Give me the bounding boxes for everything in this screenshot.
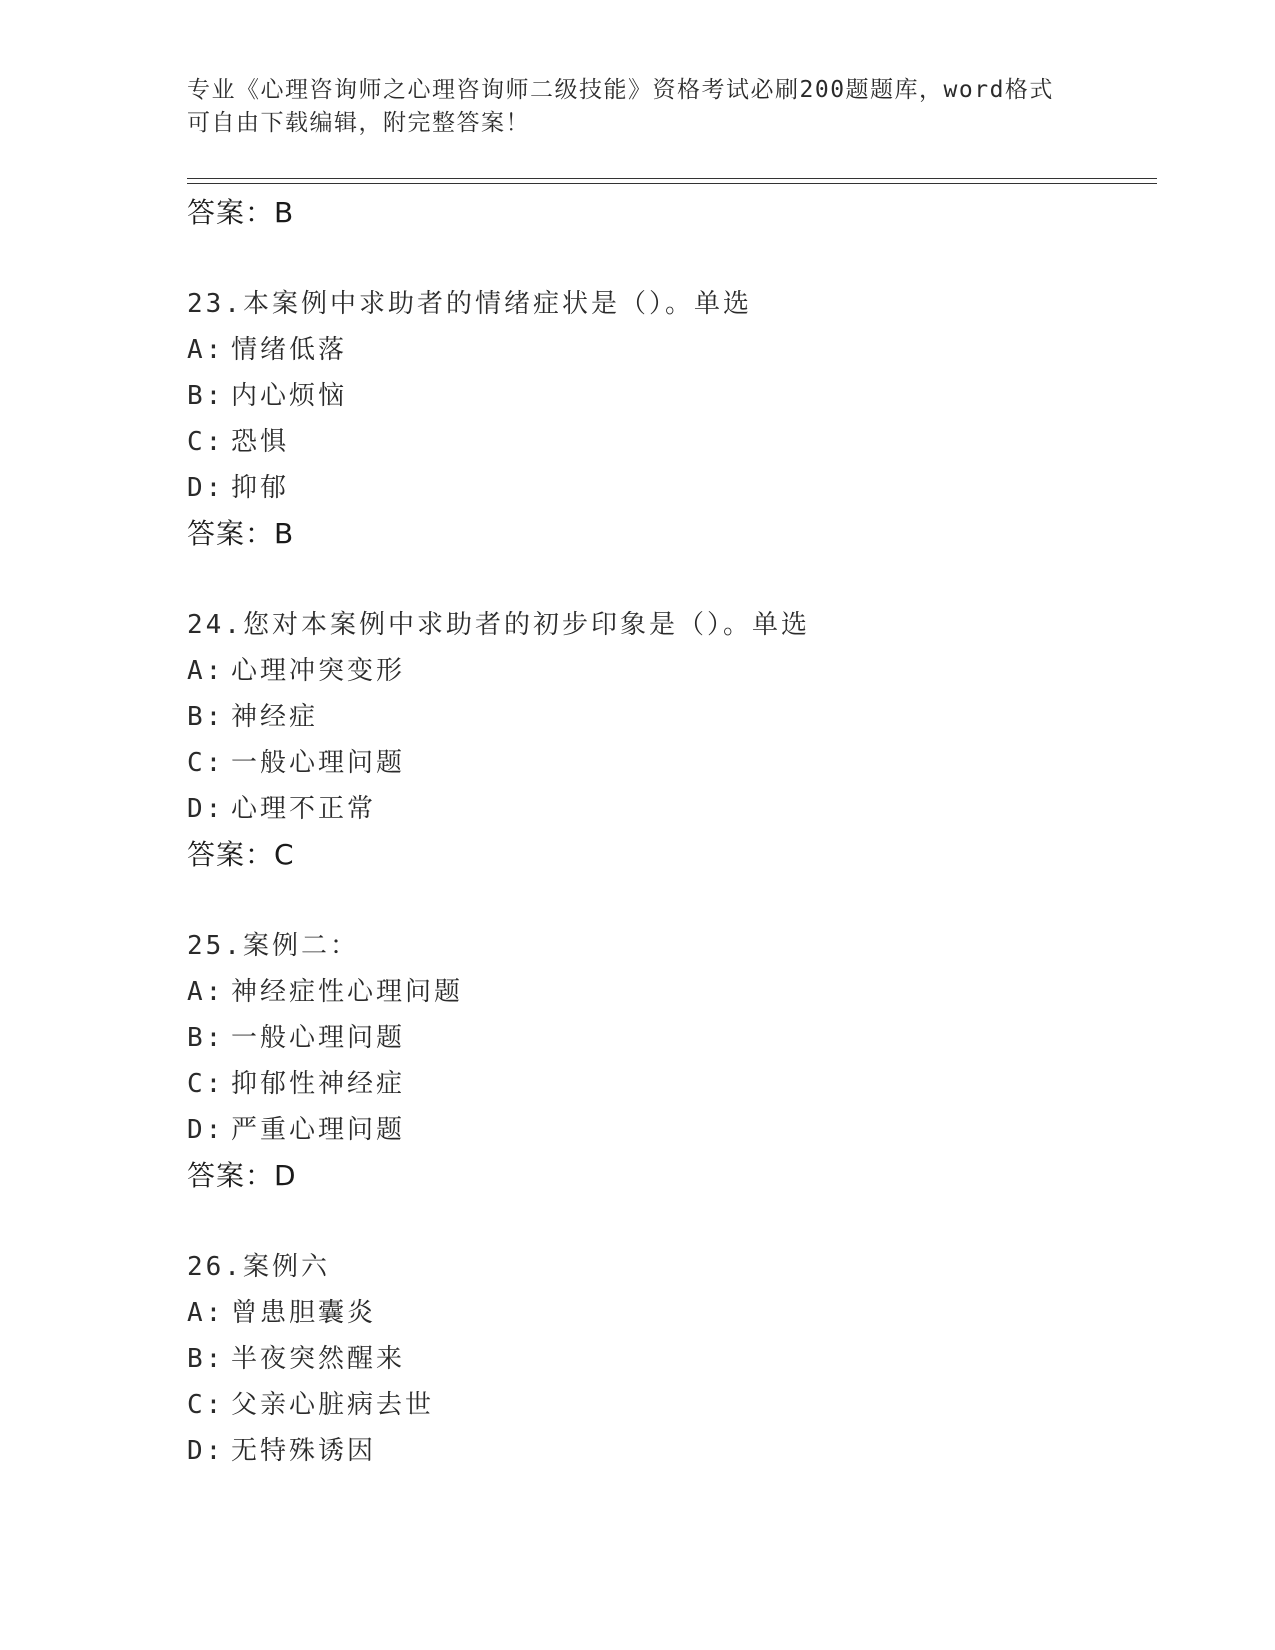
option-letter: B: [187,1344,225,1374]
option-c [187,740,1147,786]
option-text: 神经症性心理问题 [231,977,464,1007]
answer-line: 答案：C [187,838,295,871]
option-text: 一般心理问题 [231,748,406,778]
option-letter: B: [187,702,225,732]
option-text: 内心烦恼 [231,381,348,411]
option-text: 抑郁性神经症 [231,1069,406,1099]
option-b [187,1015,1147,1061]
option-letter: D: [187,1115,225,1145]
option-letter: C: [187,1069,225,1099]
option-c [187,1382,1147,1428]
answer-line: 答案：B [187,517,295,550]
option-text: 恐惧 [231,427,290,457]
option-b [187,1336,1147,1382]
answer-line: 答案：D [187,1159,297,1192]
option-letter: B: [187,1023,225,1053]
option-a [187,327,1147,373]
header-divider-bottom [187,183,1157,184]
option-letter: D: [187,1436,225,1466]
option-letter: C: [187,1390,225,1420]
question-text: 23.本案例中求助者的情绪症状是（）。单选 [187,289,752,319]
option-text: 无特殊诱因 [231,1436,377,1466]
option-a [187,969,1147,1015]
option-c [187,1061,1147,1107]
spacer [187,1199,1147,1244]
option-letter: A: [187,335,225,365]
document-header [187,74,1087,140]
header-line-2: 可自由下载编辑，附完整答案！ [187,110,530,136]
question-block [187,923,1147,1199]
option-text: 情绪低落 [231,335,348,365]
option-d [187,1428,1147,1474]
document-body [187,190,1147,1474]
spacer [187,236,1147,281]
spacer [187,878,1147,923]
option-text: 父亲心脏病去世 [231,1390,435,1420]
option-text: 心理冲突变形 [231,656,406,686]
option-letter: D: [187,794,225,824]
option-text: 一般心理问题 [231,1023,406,1053]
spacer [187,557,1147,602]
option-text: 抑郁 [231,473,290,503]
option-b [187,694,1147,740]
option-d [187,1107,1147,1153]
previous-answer: 答案：B [187,196,295,229]
option-text: 半夜突然醒来 [231,1344,406,1374]
option-text: 严重心理问题 [231,1115,406,1145]
option-letter: A: [187,977,225,1007]
option-c [187,419,1147,465]
option-letter: C: [187,748,225,778]
option-letter: D: [187,473,225,503]
option-b [187,373,1147,419]
question-block [187,281,1147,557]
question-text: 24.您对本案例中求助者的初步印象是（）。单选 [187,610,810,640]
option-text: 曾患胆囊炎 [231,1298,377,1328]
question-text: 26.案例六 [187,1252,330,1282]
option-letter: A: [187,1298,225,1328]
option-letter: B: [187,381,225,411]
header-line-1: 专业《心理咨询师之心理咨询师二级技能》资格考试必刷200题题库，word格式 [187,77,1054,103]
question-block [187,1244,1147,1474]
option-d [187,786,1147,832]
question-block [187,602,1147,878]
option-a [187,1290,1147,1336]
option-a [187,648,1147,694]
option-text: 神经症 [231,702,319,732]
option-d [187,465,1147,511]
question-text: 25.案例二： [187,931,359,961]
header-divider-top [187,178,1157,179]
option-letter: A: [187,656,225,686]
option-text: 心理不正常 [231,794,377,824]
option-letter: C: [187,427,225,457]
